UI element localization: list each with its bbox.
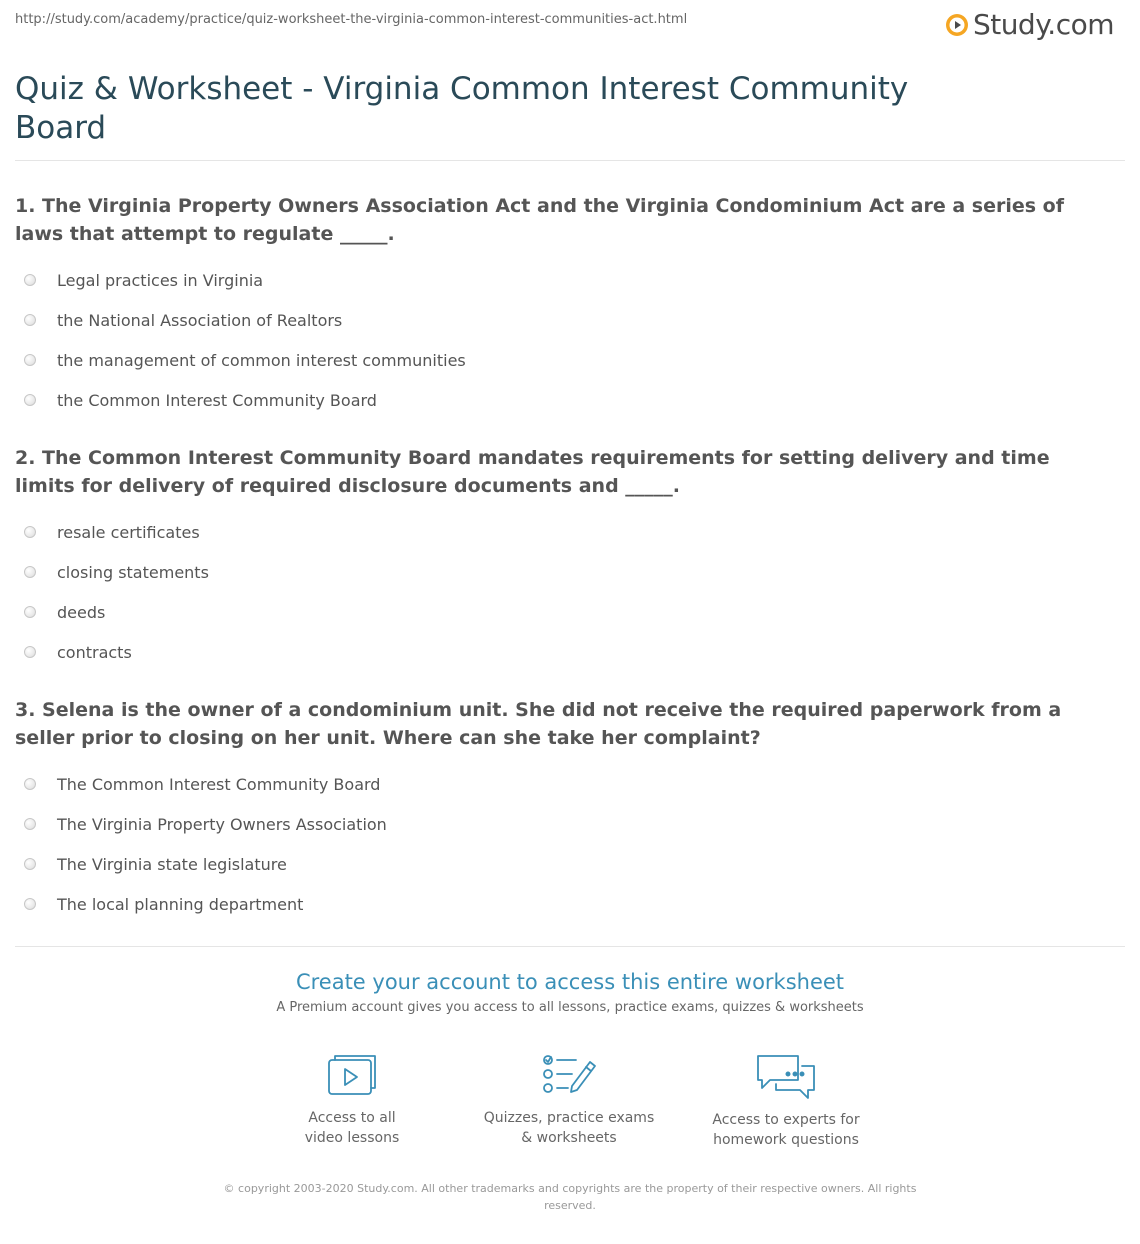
radio-button[interactable] <box>24 778 36 790</box>
answer-option[interactable] <box>15 340 1115 380</box>
option-label: The Virginia Property Owners Association <box>57 814 387 834</box>
answer-options <box>15 260 1115 420</box>
study-logo[interactable] <box>945 8 1114 41</box>
question-text: 2. The Common Interest Community Board mandates requirements for setting delivery and time limits for delivery of required disclosure documents and _____. <box>15 447 1050 497</box>
answer-option[interactable] <box>15 804 1115 844</box>
video-lessons-icon <box>325 1052 379 1098</box>
radio-button[interactable] <box>24 898 36 910</box>
question-1 <box>15 192 1115 420</box>
option-label: the National Association of Realtors <box>57 310 343 330</box>
feature-experts <box>686 1052 886 1150</box>
option-label: resale certificates <box>57 522 200 542</box>
radio-button[interactable] <box>24 354 36 366</box>
answer-option[interactable] <box>15 300 1115 340</box>
question-text: 3. Selena is the owner of a condominium unit. She did not receive the required paperwork from a seller prior to closing on her unit. Where can she take her complaint? <box>15 699 1062 749</box>
radio-button[interactable] <box>24 526 36 538</box>
cta-heading[interactable]: Create your account to access this entire worksheet <box>295 970 845 994</box>
feature-label: Access to all video lessons <box>304 1110 400 1146</box>
answer-option[interactable] <box>15 764 1115 804</box>
feature-quizzes <box>469 1052 669 1148</box>
answer-option[interactable] <box>15 844 1115 884</box>
feature-label: Quizzes, practice exams & worksheets <box>483 1110 655 1146</box>
radio-button[interactable] <box>24 646 36 658</box>
answer-option[interactable] <box>15 552 1115 592</box>
title-divider <box>15 160 1125 161</box>
question-2 <box>15 444 1115 672</box>
answer-options <box>15 764 1115 924</box>
feature-label: Access to experts for homework questions <box>712 1112 860 1148</box>
quiz-checklist-icon <box>540 1052 598 1098</box>
option-label: The Common Interest Community Board <box>57 774 381 794</box>
answer-option[interactable] <box>15 512 1115 552</box>
option-label: deeds <box>57 602 106 622</box>
logo-text: Study.com <box>972 8 1114 41</box>
expert-chat-icon <box>754 1052 818 1100</box>
radio-button[interactable] <box>24 394 36 406</box>
cta-divider <box>15 946 1125 947</box>
radio-button[interactable] <box>24 314 36 326</box>
option-label: Legal practices in Virginia <box>57 270 264 290</box>
cta-subheading: A Premium account gives you access to all lessons, practice exams, quizzes & worksheets <box>276 1000 864 1015</box>
radio-button[interactable] <box>24 566 36 578</box>
page-url: http://study.com/academy/practice/quiz-worksheet-the-virginia-common-interest-communities-act.html <box>15 12 688 27</box>
answer-options <box>15 512 1115 672</box>
answer-option[interactable] <box>15 632 1115 672</box>
option-label: the Common Interest Community Board <box>57 390 377 410</box>
option-label: contracts <box>57 642 132 662</box>
question-text: 1. The Virginia Property Owners Association Act and the Virginia Condominium Act are a series of laws that attempt to regulate _____. <box>15 195 1064 245</box>
answer-option[interactable] <box>15 884 1115 924</box>
answer-option[interactable] <box>15 260 1115 300</box>
copyright-notice: © copyright 2003-2020 Study.com. All other trademarks and copyrights are the property of their respective owners. All rights reserved. <box>223 1182 917 1212</box>
option-label: The Virginia state legislature <box>57 854 287 874</box>
radio-button[interactable] <box>24 274 36 286</box>
radio-button[interactable] <box>24 858 36 870</box>
radio-button[interactable] <box>24 818 36 830</box>
answer-option[interactable] <box>15 380 1115 420</box>
page-title: Quiz & Worksheet - Virginia Common Interest Community Board <box>15 71 909 146</box>
play-circle-icon <box>945 13 969 37</box>
answer-option[interactable] <box>15 592 1115 632</box>
option-label: the management of common interest communities <box>57 350 466 370</box>
question-3 <box>15 696 1115 924</box>
option-label: The local planning department <box>57 894 304 914</box>
option-label: closing statements <box>57 562 209 582</box>
radio-button[interactable] <box>24 606 36 618</box>
feature-video-lessons <box>252 1052 452 1148</box>
